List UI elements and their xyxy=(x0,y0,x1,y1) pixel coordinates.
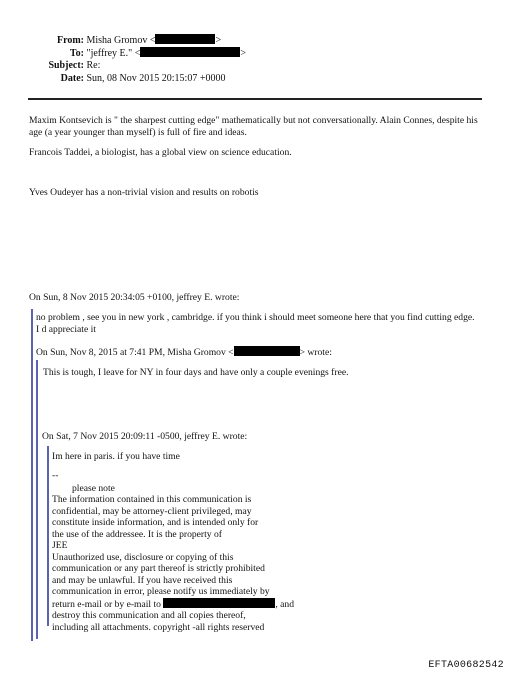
date-value: Sun, 08 Nov 2015 20:15:07 +0000 xyxy=(86,73,226,84)
to-label: To: xyxy=(69,48,84,59)
quote-bar-2 xyxy=(36,360,38,639)
body-paragraph-1: Maxim Kontsevich is " the sharpest cutting edge" mathematically but not conversationally. Alain Connes, despite his age (a year younger than myself) is full of fire and ideas. xyxy=(29,115,478,138)
disclaimer-line: and may be unlawful. If you have received this xyxy=(52,574,233,586)
quote-text-2: This is tough, I leave for NY in four days and have only a couple evenings free. xyxy=(43,367,349,378)
disclaimer-line: return e-mail or by e-mail to , and xyxy=(52,598,295,610)
disclaimer-line: including all attachments. copyright -all rights reserved xyxy=(52,621,265,633)
quote-attribution-1: On Sun, 8 Nov 2015 20:34:05 +0100, jeffrey E. wrote: xyxy=(29,292,240,303)
from-label: From: xyxy=(56,35,84,46)
subject-value: Re: xyxy=(86,60,101,71)
quote-text-1: no problem , see you in new york , cambridge. if you think i should meet someone here that you find cutting edge. I d appreciate it xyxy=(36,312,475,335)
quote-attribution-2: On Sun, Nov 8, 2015 at 7:41 PM, Misha Gromov < > wrote: xyxy=(36,347,332,358)
subject-label: Subject: xyxy=(48,60,84,71)
subject-row xyxy=(40,60,100,72)
disclaimer-line: constitute inside information, and is intended only for xyxy=(52,517,259,528)
quote-bar-3 xyxy=(47,446,49,626)
to-row: To: "jeffrey E." < > xyxy=(40,47,246,60)
to-value: "jeffrey E." < xyxy=(86,48,141,59)
disclaimer-note: please note xyxy=(72,483,115,494)
redaction-block xyxy=(234,346,300,356)
date-row xyxy=(40,73,225,85)
quote-attribution-3: On Sat, 7 Nov 2015 20:09:11 -0500, jeffrey E. wrote: xyxy=(42,431,248,442)
redaction-block xyxy=(140,47,240,57)
redaction-block xyxy=(155,34,215,44)
signature-dashes: -- xyxy=(52,470,59,481)
body-paragraph-2: Francois Taddei, a biologist, has a global view on science education. xyxy=(29,147,292,158)
disclaimer-line: The information contained in this communication is xyxy=(52,494,252,505)
from-row: From: Misha Gromov < > xyxy=(40,34,221,47)
disclaimer-line: communication or any part thereof is strictly prohibited xyxy=(52,563,265,574)
redaction-block xyxy=(163,598,275,608)
disclaimer-line: confidential, may be attorney-client privileged, may xyxy=(52,505,252,517)
disclaimer-line: the use of the addressee. It is the property of xyxy=(52,528,222,540)
disclaimer-line: communication in error, please notify us immediately by xyxy=(52,586,270,597)
disclaimer-line: Unauthorized use, disclosure or copying of this xyxy=(52,551,234,563)
document-id: EFTA00682542 xyxy=(428,660,504,671)
quote-bar-1 xyxy=(31,309,33,641)
header-divider xyxy=(28,98,482,100)
disclaimer-line: JEE xyxy=(52,540,68,551)
date-label: Date: xyxy=(60,73,84,84)
disclaimer-line: destroy this communication and all copies thereof, xyxy=(52,610,246,621)
disclaimer-block xyxy=(52,494,352,633)
quote-text-3: Im here in paris. if you have time xyxy=(52,451,180,462)
from-value: Misha Gromov < xyxy=(86,35,156,46)
body-paragraph-3: Yves Oudeyer has a non-trivial vision and results on robotis xyxy=(29,187,259,198)
